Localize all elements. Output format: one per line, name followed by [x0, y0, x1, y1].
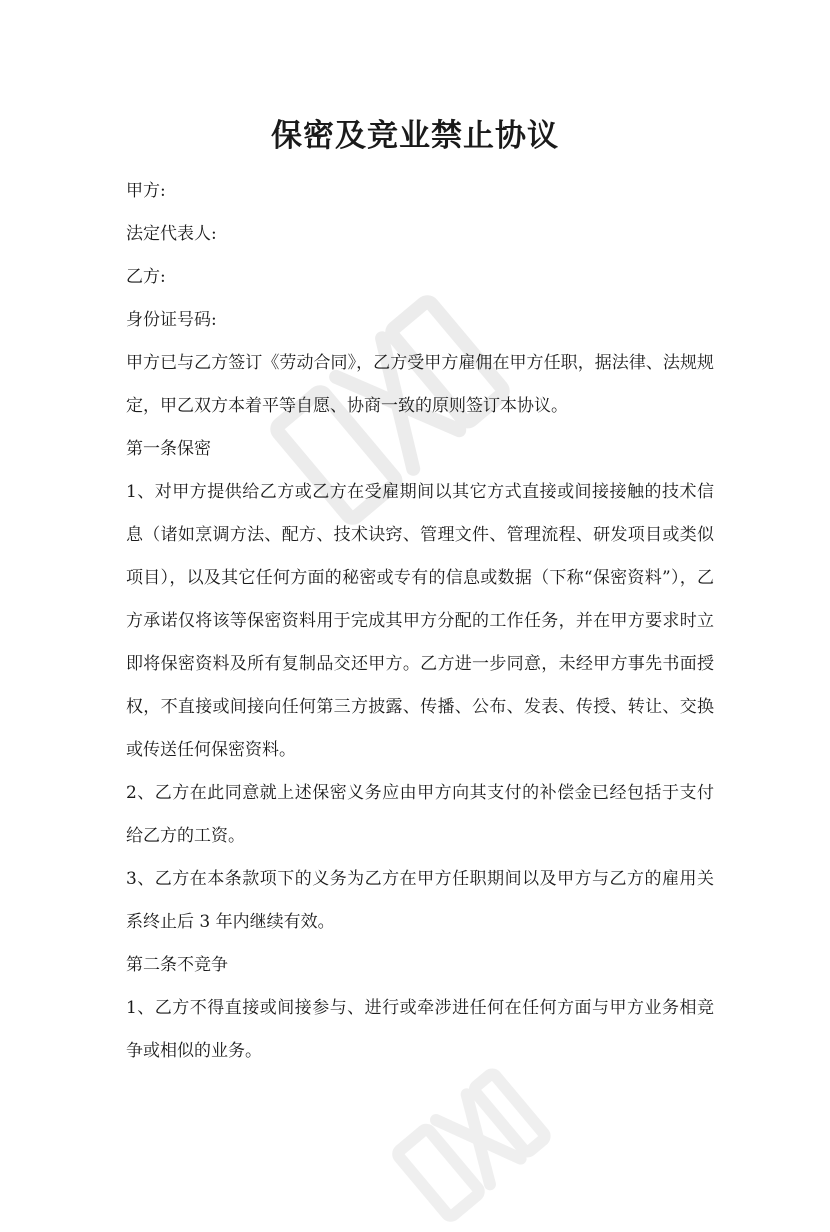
watermark-logo-icon-bottom [381, 1058, 559, 1232]
article-1-heading: 第一条保密 [126, 439, 211, 459]
id-number-label: 身份证号码: [126, 310, 217, 330]
article-1-clause-2: 2、乙方在此同意就上述保密义务应由甲方向其支付的补偿金已经包括于支付给乙方的工资。 [126, 783, 714, 846]
article-2-heading: 第二条不竞争 [126, 955, 228, 975]
party-b-label: 乙方: [126, 267, 166, 287]
party-a-label: 甲方: [126, 181, 166, 201]
document-title: 保密及竞业禁止协议 [271, 118, 559, 154]
article-1-clause-3: 3、乙方在本条款项下的义务为乙方在甲方任职期间以及甲方与乙方的雇用关系终止后 3 年内继续有效。 [126, 869, 714, 932]
document-body [126, 170, 714, 1073]
article-2-clause-1: 1、乙方不得直接或间接参与、进行或牵涉进任何在任何方面与甲方业务相竞争或相似的业务。 [126, 998, 714, 1061]
legal-representative-label: 法定代表人: [126, 224, 217, 244]
article-1-clause-1: 1、对甲方提供给乙方或乙方在受雇期间以其它方式直接或间接接触的技术信息（诸如烹调方法、配方、技术诀窍、管理文件、管理流程、研发项目或类似项目），以及其它任何方面的秘密或专有的信息或数据（下称“保密资料”），乙方承诺仅将该等保密资料用于完成其甲方分配的工作任务，并在甲方要求时立即将保密资料及所有复制品交还甲方。乙方进一步同意，未经甲方事先书面授权，不直接或间接向任何第三方披露、传播、公布、发表、传授、转让、交换或传送任何保密资料。 [126, 482, 714, 760]
preamble-paragraph: 甲方已与乙方签订《劳动合同》，乙方受甲方雇佣在甲方任职，据法律、法规规定，甲乙双方本着平等自愿、协商一致的原则签订本协议。 [126, 353, 714, 416]
